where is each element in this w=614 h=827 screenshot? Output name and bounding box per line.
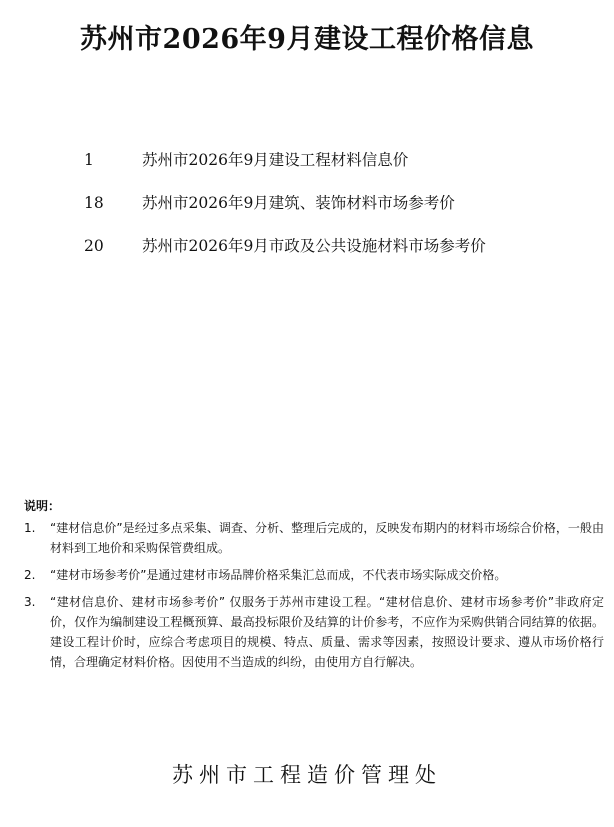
note-number: 2. [24, 568, 36, 582]
note-text: “建材信息价”是经过多点采集、调查、分析、整理后完成的，反映发布期内的材料市场综合价格，一般由材料到工地价和采购保管费组成。 [50, 521, 604, 555]
toc-page-number: 1 [84, 151, 94, 169]
toc-entry[interactable] [84, 234, 584, 277]
note-item [24, 518, 604, 558]
note-item [24, 565, 604, 585]
toc-entry-title: 苏州市2026年9月建设工程材料信息价 [142, 151, 409, 169]
table-of-contents [84, 148, 584, 277]
note-text: “建材信息价、建材市场参考价” 仅服务于苏州市建设工程。“建材信息价、建材市场参考价”非政府定价，仅作为编制建设工程概预算、最高投标限价及结算的计价参考，不应作为采购供销合同结算的依据。建设工程计价时，应综合考虑项目的规模、特点、质量、需求等因素，按照设计要求、遵从市场价格行情，合理确定材料价格。因使用不当造成的纠纷，由使用方自行解决。 [50, 595, 604, 669]
note-text: “建材市场参考价”是通过建材市场品牌价格采集汇总而成，不代表市场实际成交价格。 [50, 568, 507, 582]
toc-entry-title: 苏州市2026年9月市政及公共设施材料市场参考价 [142, 237, 486, 255]
note-number: 1. [24, 521, 36, 535]
issuing-authority: 苏州市工程造价管理处 [172, 763, 442, 787]
note-number: 3. [24, 595, 36, 609]
toc-entry[interactable] [84, 191, 584, 234]
toc-page-number: 18 [84, 194, 104, 212]
page-title: 苏州市2026年9月建设工程价格信息 [80, 24, 534, 55]
toc-page-number: 20 [84, 237, 104, 255]
note-item [24, 592, 604, 672]
notes-section [24, 496, 604, 679]
toc-entry[interactable] [84, 148, 584, 191]
notes-heading: 说明： [24, 499, 61, 513]
toc-entry-title: 苏州市2026年9月建筑、装饰材料市场参考价 [142, 194, 455, 212]
